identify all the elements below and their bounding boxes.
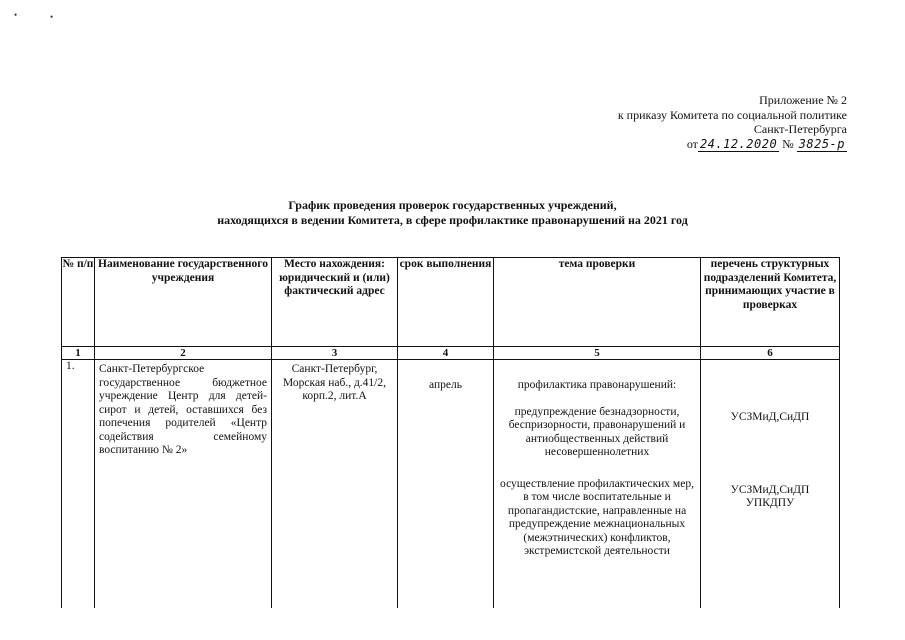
col-number: 4 bbox=[398, 347, 494, 360]
department-2a: УСЗМиД,СиДП bbox=[730, 483, 810, 496]
appendix-line3: Санкт-Петербурга bbox=[753, 122, 847, 136]
col-number: 1 bbox=[62, 347, 95, 360]
appendix-block bbox=[618, 93, 847, 151]
departments bbox=[701, 360, 840, 609]
title-line2: находящихся в ведении Комитета, в сфере профилактике правонарушений на 2021 год bbox=[217, 213, 688, 227]
inspection-term: апрель bbox=[398, 360, 494, 609]
title-line1: График проведения проверок государственных учреждений, bbox=[288, 198, 617, 212]
col-number: 3 bbox=[272, 347, 398, 360]
scan-speck: • bbox=[50, 12, 54, 22]
header-address: Место нахождения: юридический и (или) фактический адрес bbox=[272, 258, 398, 347]
header-num: № п/п bbox=[62, 258, 95, 347]
inspection-schedule-table bbox=[61, 257, 840, 608]
row-number: 1. bbox=[62, 360, 95, 609]
inspection-topic bbox=[494, 360, 701, 609]
appendix-line1: Приложение № 2 bbox=[759, 93, 847, 107]
handwritten-number: 3825-р bbox=[798, 136, 845, 151]
appendix-date-line bbox=[618, 137, 847, 152]
document-title bbox=[0, 198, 905, 228]
header-departments: перечень структурных подразделений Комитета, принимающих участие в проверках bbox=[701, 258, 840, 347]
scan-speck: • bbox=[14, 10, 18, 20]
department-2b: УПКДПУ bbox=[745, 497, 795, 509]
topic-item-2: осуществление профилактических мер, в том числе воспитательные и пропагандистские, направленные на предупреждение межнациональных (межэтнических) конфликтов, экстремистской деятельности bbox=[500, 477, 694, 557]
topic-item-1: предупреждение безнадзорности, беспризорности, правонарушений и антиобщественных действий несовершеннолетних bbox=[508, 405, 686, 458]
col-number: 5 bbox=[494, 347, 701, 360]
col-number: 2 bbox=[95, 347, 272, 360]
table-header-row bbox=[62, 258, 840, 347]
header-institution: Наименование государственного учреждения bbox=[95, 258, 272, 347]
topic-heading: профилактика правонарушений: bbox=[517, 379, 677, 391]
column-number-row bbox=[62, 347, 840, 360]
header-term: срок выполнения bbox=[398, 258, 494, 347]
table-row bbox=[62, 360, 840, 609]
header-topic: тема проверки bbox=[494, 258, 701, 347]
department-1: УСЗМиД,СиДП bbox=[730, 411, 810, 423]
handwritten-date: 24.12.2020 bbox=[699, 136, 778, 151]
col-number: 6 bbox=[701, 347, 840, 360]
number-prefix: № bbox=[782, 136, 794, 151]
appendix-line2: к приказу Комитета по социальной политике bbox=[617, 107, 847, 122]
institution-address: Санкт-Петербург, Морская наб., д.41/2, корп.2, лит.А bbox=[272, 360, 398, 609]
institution-name: Санкт-Петербургское государственное бюджетное учреждение Центр для детей-сирот и детей, оставшихся без попечения родителей «Центр содействия семейному воспитанию № 2» bbox=[95, 360, 272, 609]
date-prefix: от bbox=[686, 136, 698, 151]
